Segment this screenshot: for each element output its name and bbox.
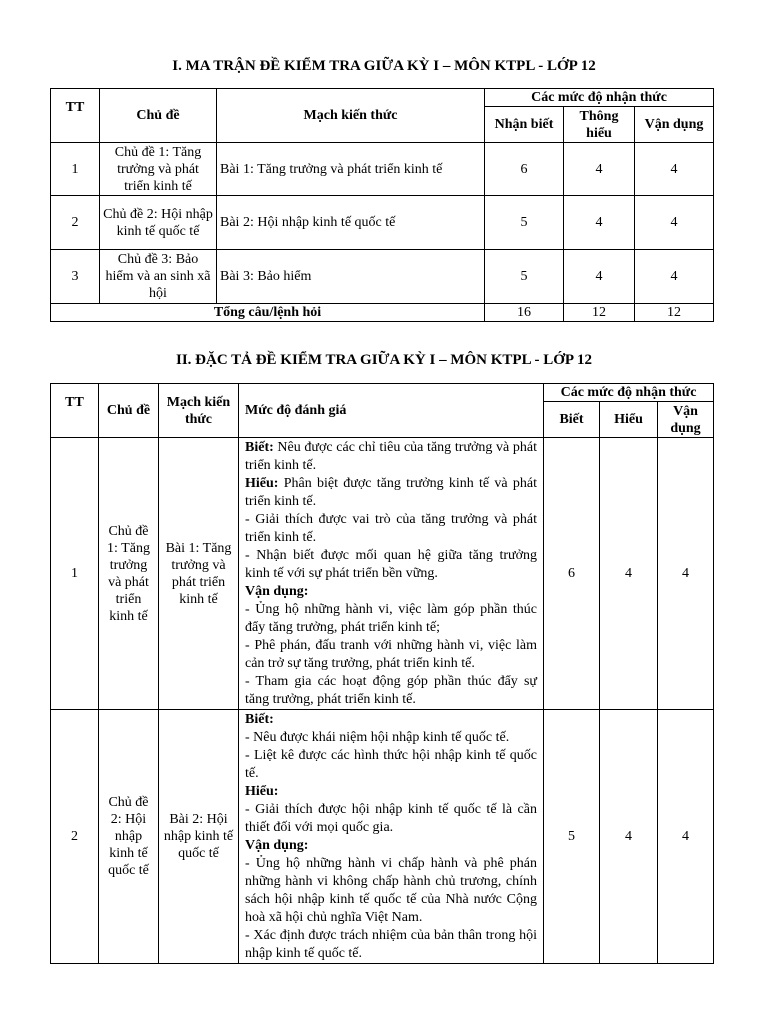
- assessment-header: Mức độ đánh giá: [239, 384, 544, 438]
- assessment-line: Phân biệt được tăng trưởng kinh tế và phát triển kinh tế.: [245, 476, 537, 509]
- recognize-header: Nhận biết: [485, 107, 564, 143]
- assessment-line: - Tham gia các hoạt động góp phần thúc đẩy sự tăng trưởng, phát triển kinh tế.: [245, 674, 537, 707]
- understand-header: Thông hiểu: [564, 107, 635, 143]
- row-assessment: [239, 710, 544, 964]
- row-apply: 4: [658, 710, 714, 964]
- row-topic: Chủ đề 2: Hội nhập kinh tế quốc tế: [100, 196, 217, 250]
- total-understand: 12: [564, 304, 635, 322]
- row-understand: 4: [564, 196, 635, 250]
- specification-table: [50, 383, 714, 964]
- recognize-header: Biết: [544, 402, 600, 438]
- table-row: [51, 438, 714, 710]
- topic-header: Chủ đề: [100, 89, 217, 143]
- row-tt: 2: [51, 196, 100, 250]
- row-apply: 4: [635, 196, 714, 250]
- row-topic: Chủ đề 2: Hội nhập kinh tế quốc tế: [99, 710, 159, 964]
- row-apply: 4: [635, 250, 714, 304]
- assessment-line: - Ủng hộ những hành vi chấp hành và phê phán những hành vi không chấp hành chủ trương, chính sách hội nhập kinh tế quốc tế của Nhà nước Cộng hoà xã hội chủ nghĩa Việt Nam.: [245, 856, 537, 925]
- assessment-line: - Nhận biết được mối quan hệ giữa tăng trưởng kinh tế với sự phát triển bền vững.: [245, 548, 537, 581]
- total-recognize: 16: [485, 304, 564, 322]
- knowledge-header: Mạch kiến thức: [217, 89, 485, 143]
- assessment-line: - Phê phán, đấu tranh với những hành vi, việc làm cản trở sự tăng trưởng, phát triển kinh tế.: [245, 638, 537, 671]
- total-apply: 12: [635, 304, 714, 322]
- hieu-label: Hiểu:: [245, 476, 279, 491]
- total-label: Tổng câu/lệnh hỏi: [51, 304, 485, 322]
- row-topic: Chủ đề 1: Tăng trưởng và phát triển kinh tế: [99, 438, 159, 710]
- knowledge-header: Mạch kiến thức: [159, 384, 239, 438]
- van-dung-label: Vận dụng:: [245, 584, 309, 599]
- row-understand: 4: [564, 143, 635, 196]
- assessment-line: - Ủng hộ những hành vi, việc làm góp phần thúc đẩy tăng trưởng, phát triển kinh tế;: [245, 602, 537, 635]
- row-understand: 4: [600, 710, 658, 964]
- table-row: [51, 196, 714, 250]
- row-knowledge: Bài 2: Hội nhập kinh tế quốc tế: [217, 196, 485, 250]
- table-row: [51, 710, 714, 964]
- row-apply: 4: [635, 143, 714, 196]
- hieu-label: Hiểu:: [245, 784, 279, 799]
- table-row: [51, 143, 714, 196]
- van-dung-label: Vận dụng:: [245, 838, 309, 853]
- row-topic: Chủ đề 1: Tăng trưởng và phát triển kinh tế: [100, 143, 217, 196]
- levels-header: Các mức độ nhận thức: [544, 384, 714, 402]
- row-understand: 4: [600, 438, 658, 710]
- row-knowledge: Bài 1: Tăng trưởng và phát triển kinh tế: [159, 438, 239, 710]
- assessment-line: - Xác định được trách nhiệm của bản thân trong hội nhập kinh tế quốc tế.: [245, 928, 537, 961]
- assessment-line: - Giải thích được hội nhập kinh tế quốc tế là cần thiết đối với mọi quốc gia.: [245, 802, 537, 835]
- row-knowledge: Bài 3: Bảo hiểm: [217, 250, 485, 304]
- tt-header: TT: [51, 89, 100, 143]
- row-tt: 3: [51, 250, 100, 304]
- row-assessment: [239, 438, 544, 710]
- assessment-line: - Nêu được khái niệm hội nhập kinh tế quốc tế.: [245, 730, 510, 745]
- biet-label: Biết:: [245, 712, 274, 727]
- assessment-line: - Giải thích được vai trò của tăng trưởng và phát triển kinh tế.: [245, 512, 537, 545]
- topic-header: Chủ đề: [99, 384, 159, 438]
- row-recognize: 5: [544, 710, 600, 964]
- row-recognize: 5: [485, 250, 564, 304]
- row-tt: 1: [51, 143, 100, 196]
- section1-title: I. MA TRẬN ĐỀ KIỂM TRA GIỮA KỲ I – MÔN KTPL - LỚP 12: [172, 58, 596, 74]
- assessment-line: Nêu được các chỉ tiêu của tăng trưởng và phát triển kinh tế.: [245, 440, 537, 473]
- row-recognize: 5: [485, 196, 564, 250]
- row-tt: 1: [51, 438, 99, 710]
- row-knowledge: Bài 2: Hội nhập kinh tế quốc tế: [159, 710, 239, 964]
- total-row: [51, 304, 714, 322]
- row-understand: 4: [564, 250, 635, 304]
- row-topic: Chủ đề 3: Bảo hiểm và an sinh xã hội: [100, 250, 217, 304]
- row-recognize: 6: [485, 143, 564, 196]
- assessment-line: - Liệt kê được các hình thức hội nhập kinh tế quốc tế.: [245, 748, 537, 781]
- table-row: [51, 250, 714, 304]
- tt-header: TT: [51, 384, 99, 438]
- levels-header: Các mức độ nhận thức: [485, 89, 714, 107]
- section2-title: II. ĐẶC TẢ ĐỀ KIỂM TRA GIỮA KỲ I – MÔN KTPL - LỚP 12: [175, 352, 593, 368]
- row-recognize: 6: [544, 438, 600, 710]
- apply-header: Vận dụng: [658, 402, 714, 438]
- biet-label: Biết:: [245, 440, 274, 455]
- row-knowledge: Bài 1: Tăng trưởng và phát triển kinh tế: [217, 143, 485, 196]
- row-tt: 2: [51, 710, 99, 964]
- matrix-table: [50, 88, 714, 322]
- apply-header: Vận dụng: [635, 107, 714, 143]
- understand-header: Hiểu: [600, 402, 658, 438]
- row-apply: 4: [658, 438, 714, 710]
